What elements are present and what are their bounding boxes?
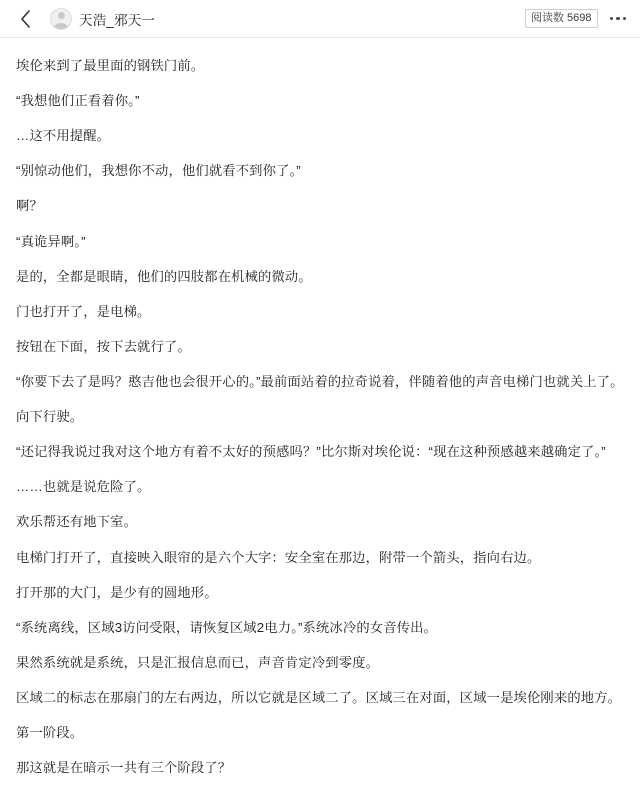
paragraph: 果然系统就是系统，只是汇报信息而已，声音肯定冷到零度。 (16, 654, 380, 670)
paragraph: “还记得我说过我对这个地方有着不太好的预感吗？”比尔斯对埃伦说：“现在这种预感越来越确定了。” (16, 444, 606, 460)
paragraph: 第一阶段。 (16, 725, 84, 741)
paragraph: 电梯门打开了，直接映入眼帘的是六个大字：安全室在那边，附带一个箭头，指向右边。 (16, 549, 541, 565)
paragraph: “真诡异啊。” (16, 233, 86, 249)
paragraph: 是的，全都是眼睛，他们的四肢都在机械的微动。 (16, 268, 312, 284)
paragraph: 向下行驶。 (16, 409, 84, 425)
view-count-badge: 阅读数 5698 (525, 9, 598, 28)
paragraph: “系统离线，区域3访问受限，请恢复区域2电力。”系统冰冷的女音传出。 (16, 619, 438, 635)
paragraph: 欢乐帮还有地下室。 (16, 514, 138, 530)
header-actions (525, 9, 626, 28)
paragraph: “别惊动他们，我想你不动，他们就看不到你了。” (16, 163, 301, 179)
avatar (50, 8, 72, 30)
paragraph: …这不用提醒。 (16, 128, 111, 144)
more-horizontal-icon (610, 17, 627, 21)
author-block[interactable] (50, 8, 155, 30)
paragraph: 门也打开了，是电梯。 (16, 303, 151, 319)
paragraph: “我想他们正看着你。” (16, 93, 140, 109)
paragraph: 打开那的大门，是少有的圆地形。 (16, 584, 218, 600)
chevron-left-icon (20, 10, 31, 28)
author-name: 天浩_邪天一 (79, 12, 156, 28)
paragraph: ……也就是说危险了。 (16, 479, 151, 495)
page-header (0, 0, 640, 38)
back-button[interactable] (14, 8, 36, 30)
paragraph: 区域二的标志在那扇门的左右两边，所以它就是区域二了。区域三在对面，区域一是埃伦刚来的地方。 (16, 689, 622, 705)
paragraph: 按钮在下面，按下去就行了。 (16, 338, 191, 354)
paragraph: 那这就是在暗示一共有三个阶段了？ (16, 760, 232, 776)
paragraph: 埃伦来到了最里面的钢铁门前。 (16, 58, 205, 73)
more-options-button[interactable] (610, 13, 627, 25)
paragraph: 啊？ (16, 198, 43, 214)
article-body (0, 38, 640, 803)
paragraph: “你要下去了是吗？憨吉他也会很开心的。”最前面站着的拉奇说着，伴随着他的声音电梯门也就关上了。 (16, 373, 624, 389)
